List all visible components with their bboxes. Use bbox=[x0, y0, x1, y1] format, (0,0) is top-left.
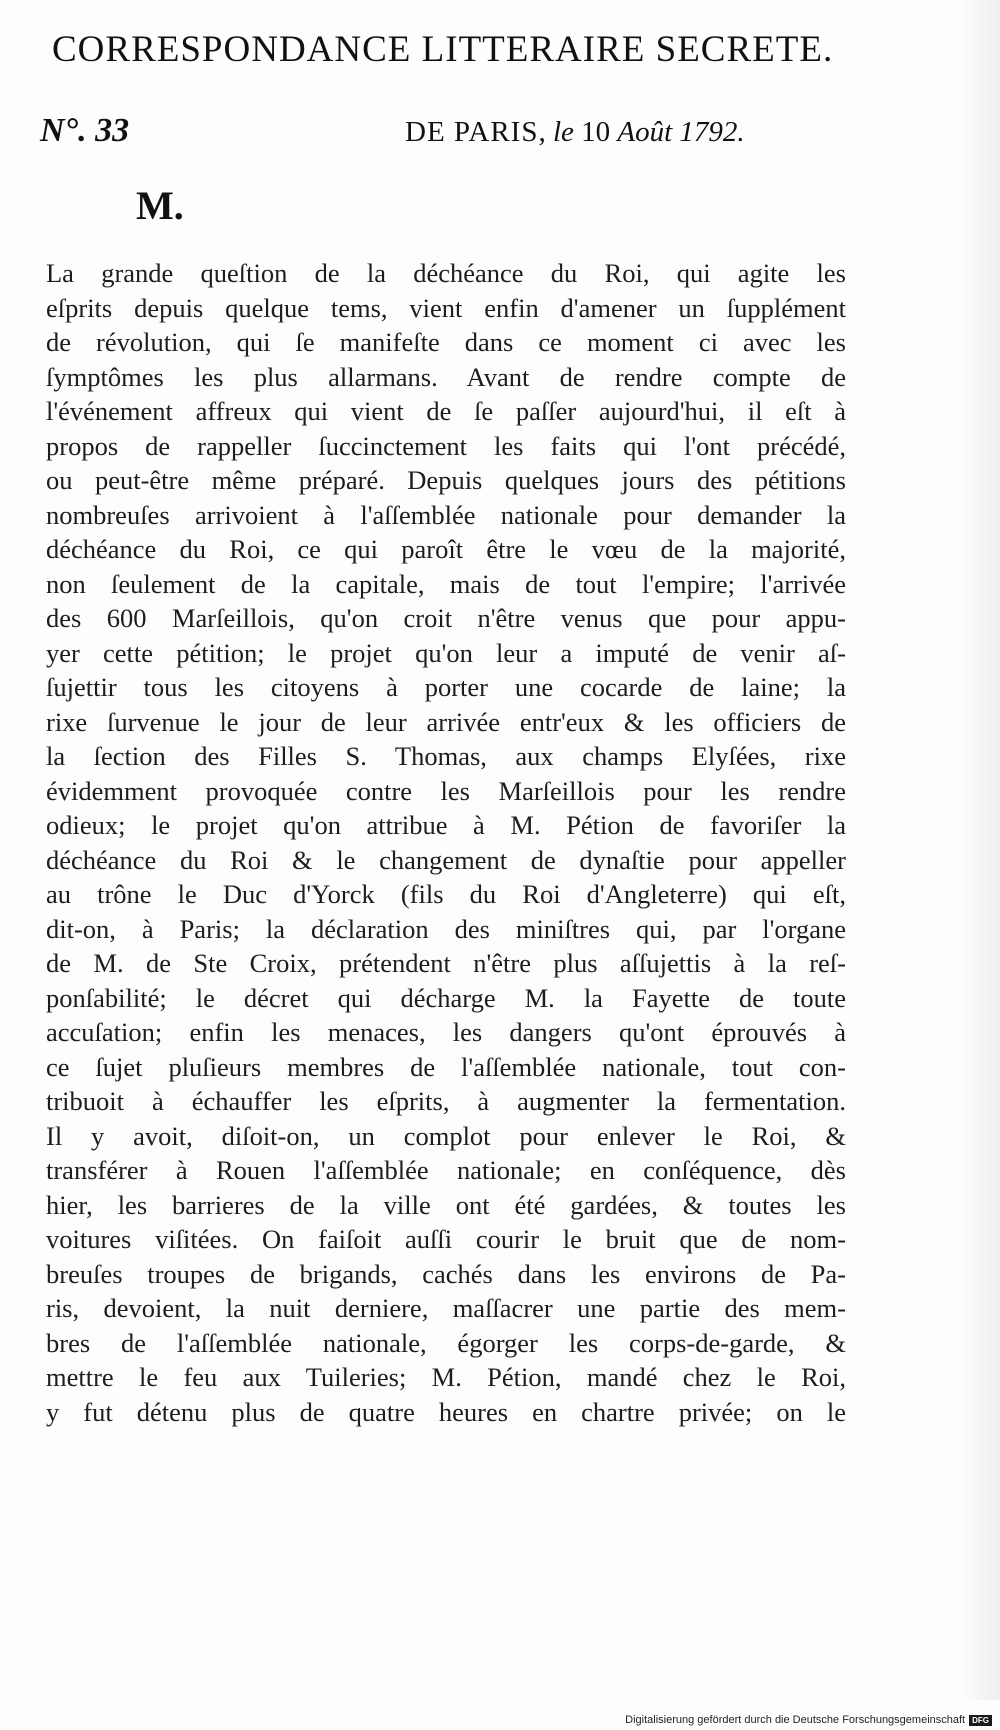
text-line: breuſes troupes de brigands, cachés dans les environs de Pa- bbox=[46, 1258, 846, 1289]
text-line: odieux; le projet qu'on attribue à M. Pétion de favoriſer la bbox=[46, 810, 846, 840]
letter-body bbox=[46, 256, 846, 1429]
digitization-credit: Digitalisierung gefördert durch die Deutsche Forschungsgemeinschaft bbox=[625, 1714, 966, 1726]
text-line: tribuoit à échauffer les eſprits, à augmenter la fermentation. bbox=[46, 1086, 846, 1116]
text-line: l'événement affreux qui vient de ſe paſſer aujourd'hui, il eſt à bbox=[46, 396, 846, 426]
text-line: nombreuſes arrivoient à l'aſſemblée nationale pour demander la bbox=[46, 499, 846, 530]
text-line: des 600 Marſeillois, qu'on croit n'être venus que pour appu- bbox=[46, 603, 846, 633]
text-line: dit-on, à Paris; la déclaration des miniſtres qui, par l'organe bbox=[46, 913, 846, 944]
dfg-logo-icon: DFG bbox=[969, 1715, 992, 1726]
date-separator: , bbox=[538, 116, 553, 148]
date-month: Août bbox=[617, 116, 673, 148]
scan-edge-shadow bbox=[960, 0, 1000, 1700]
text-line: ris, devoient, la nuit derniere, maſſacrer une partie des mem- bbox=[46, 1293, 846, 1323]
date-prefix: le bbox=[552, 116, 574, 148]
digitization-footer bbox=[625, 1714, 992, 1726]
text-line: transférer à Rouen l'aſſemblée nationale; en conſéquence, dès bbox=[46, 1155, 846, 1185]
text-line: accuſation; enfin les menaces, les dangers qu'ont éprouvés à bbox=[46, 1017, 846, 1047]
text-line: ce ſujet pluſieurs membres de l'aſſemblée nationale, tout con- bbox=[46, 1051, 846, 1082]
text-line: bres de l'aſſemblée nationale, égorger les corps-de-garde, & bbox=[46, 1327, 846, 1358]
date-day: 10 bbox=[581, 116, 611, 148]
text-line: La grande queſtion de la déchéance du Roi, qui agite les bbox=[46, 258, 846, 288]
issue-date bbox=[405, 116, 745, 149]
salutation: M. bbox=[136, 183, 184, 228]
text-line: ou peut-être même préparé. Depuis quelques jours des pétitions bbox=[46, 465, 846, 495]
text-line: y fut détenu plus de quatre heures en chartre privée; on le bbox=[46, 1396, 846, 1427]
text-line: yer cette pétition; le projet qu'on leur a imputé de venir aſ- bbox=[46, 637, 846, 668]
text-line: de M. de Ste Croix, prétendent n'être plus aſſujettis à la reſ- bbox=[46, 948, 846, 978]
date-year: 1792. bbox=[679, 116, 745, 148]
text-line: déchéance du Roi, ce qui paroît être le vœu de la majorité, bbox=[46, 534, 846, 564]
issue-place: DE PARIS bbox=[405, 116, 539, 148]
text-line: hier, les barrieres de la ville ont été gardées, & toutes les bbox=[46, 1189, 846, 1220]
text-line: voitures viſitées. On faiſoit auſſi courir le bruit que de nom- bbox=[46, 1224, 846, 1254]
text-line: évidemment provoquée contre les Marſeillois pour les rendre bbox=[46, 775, 846, 806]
text-line: de révolution, qui ſe manifeſte dans ce moment ci avec les bbox=[46, 327, 846, 357]
text-line: rixe ſurvenue le jour de leur arrivée entr'eux & les officiers de bbox=[46, 706, 846, 737]
text-line: ponſabilité; le décret qui décharge M. la Fayette de toute bbox=[46, 982, 846, 1013]
text-line: eſprits depuis quelque tems, vient enfin d'amener un ſupplément bbox=[46, 292, 846, 323]
text-line: ſujettir tous les citoyens à porter une cocarde de laine; la bbox=[46, 672, 846, 702]
text-line: au trône le Duc d'Yorck (fils du Roi d'Angleterre) qui eſt, bbox=[46, 879, 846, 909]
text-line: propos de rappeller ſuccinctement les faits qui l'ont précédé, bbox=[46, 430, 846, 461]
issue-number: N°. 33 bbox=[40, 112, 130, 149]
text-line: ſymptômes les plus allarmans. Avant de rendre compte de bbox=[46, 361, 846, 392]
text-line: mettre le feu aux Tuileries; M. Pétion, mandé chez le Roi, bbox=[46, 1362, 846, 1392]
text-line: la ſection des Filles S. Thomas, aux champs Elyſées, rixe bbox=[46, 741, 846, 771]
page-title: CORRESPONDANCE LITTERAIRE SECRETE. bbox=[52, 29, 834, 70]
text-line: déchéance du Roi & le changement de dynaſtie pour appeller bbox=[46, 844, 846, 875]
issue-line bbox=[40, 112, 900, 162]
text-line: non ſeulement de la capitale, mais de tout l'empire; l'arrivée bbox=[46, 568, 846, 599]
text-line: Il y avoit, diſoit-on, un complot pour enlever le Roi, & bbox=[46, 1120, 846, 1151]
